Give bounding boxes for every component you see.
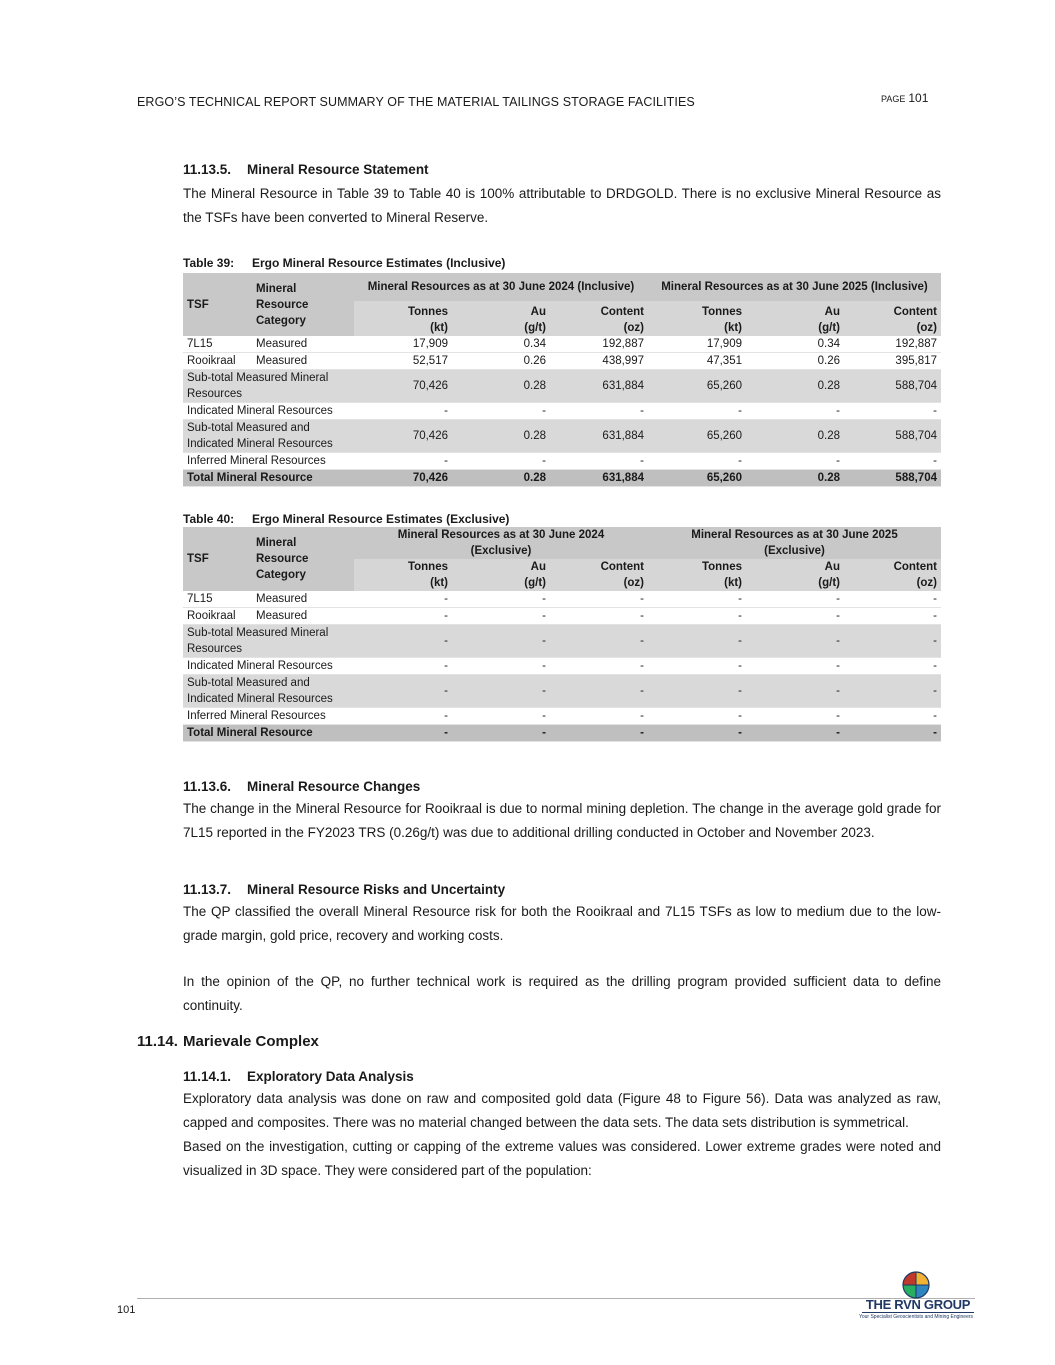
table-cell: - (354, 453, 452, 470)
table-cell: - (452, 608, 550, 625)
logo-tagline: Your Specialist Geoscientists and Mining Engineers (858, 1314, 974, 1320)
table-cell: - (844, 658, 941, 675)
col-header: Content (893, 561, 937, 573)
table-cell: Rooikraal (183, 353, 252, 370)
table-cell: - (648, 403, 746, 420)
col-unit: (g/t) (818, 322, 840, 334)
table-cell: Measured (252, 353, 354, 370)
table-cell: 631,884 (550, 470, 648, 487)
table-cell: - (844, 403, 941, 420)
table-cell: - (844, 625, 941, 658)
table-cell: - (550, 625, 648, 658)
table-cell: - (550, 608, 648, 625)
heading-number: 11.13.5. (183, 162, 232, 177)
rvn-group-logo (855, 1270, 977, 1322)
paragraph: The QP classified the overall Mineral Resource risk for both the Rooikraal and 7L15 TSFs as low to medium due to the low-grade margin, gold price, recovery and working costs. (183, 904, 941, 943)
heading-text: Mineral Resource Changes (247, 779, 421, 794)
table-cell: Inferred Mineral Resources (183, 453, 354, 470)
table-cell: - (550, 591, 648, 608)
table-row (183, 591, 941, 608)
table-cell: - (648, 708, 746, 725)
group-header: Mineral Resources as at 30 June 2024 (Exclusive) (397, 529, 605, 557)
table-cell: 70,426 (354, 470, 452, 487)
group-header: Mineral Resources as at 30 June 2025 (Inclusive) (661, 281, 928, 293)
table-cell: 395,817 (844, 353, 941, 370)
table-row-subtotal (183, 625, 941, 658)
table-cell: Sub-total Measured Mineral Resources (183, 625, 354, 658)
table-cell: - (354, 658, 452, 675)
table-cell: 588,704 (844, 370, 941, 403)
table-row-total (183, 725, 941, 742)
table-cell: Measured (252, 608, 354, 625)
table-cell: - (746, 453, 844, 470)
table-cell: - (354, 725, 452, 742)
col-unit: (oz) (916, 322, 937, 334)
table-caption (183, 512, 941, 526)
table-cell: 70,426 (354, 370, 452, 403)
paragraph: Based on the investigation, cutting or capping of the extreme values was considered. Lower extreme grades were noted and visualized in 3D space. They were considered part of the population: (183, 1139, 941, 1178)
table-row (183, 608, 941, 625)
table-cell: - (648, 591, 746, 608)
heading-text: Mineral Resource Risks and Uncertainty (247, 882, 506, 897)
table-cell: - (844, 608, 941, 625)
table-cell: - (844, 453, 941, 470)
col-header: Content (893, 306, 937, 318)
heading-number: 11.13.7. (183, 882, 232, 897)
table-row (183, 658, 941, 675)
table-cell: 65,260 (648, 370, 746, 403)
section-heading (183, 162, 941, 177)
col-header: Tonnes (701, 306, 742, 318)
section-11-13-5 (183, 162, 941, 230)
table-cell: - (354, 625, 452, 658)
table-row (183, 403, 941, 420)
col-unit: (kt) (430, 322, 448, 334)
table-cell: 17,909 (648, 336, 746, 353)
col-header-tsf: TSF (187, 553, 209, 565)
table-cell: Measured (252, 336, 354, 353)
table-cell: - (844, 591, 941, 608)
table-39-block (183, 256, 941, 487)
table-cell: - (452, 591, 550, 608)
table-cell: - (746, 708, 844, 725)
table-cell: - (746, 625, 844, 658)
table-cell: 52,517 (354, 353, 452, 370)
table-cell: - (452, 675, 550, 708)
table-cell: - (844, 725, 941, 742)
col-unit: (kt) (430, 577, 448, 589)
col-header-category: Mineral Resource Category (256, 537, 309, 581)
table-cell: 438,997 (550, 353, 648, 370)
table-cell: 70,426 (354, 420, 452, 453)
col-unit: (kt) (724, 577, 742, 589)
table-cell: Measured (252, 591, 354, 608)
footer-divider (137, 1298, 975, 1299)
col-header: Tonnes (701, 561, 742, 573)
heading-number: 11.13.6. (183, 779, 232, 794)
section-11-13-6 (183, 779, 941, 845)
col-unit: (oz) (623, 322, 644, 334)
paragraph: In the opinion of the QP, no further technical work is required as the drilling program provided sufficient data to define continuity. (183, 974, 941, 1013)
col-header: Tonnes (407, 306, 448, 318)
table-caption (183, 256, 941, 270)
table-cell: 0.34 (452, 336, 550, 353)
col-header: Tonnes (407, 561, 448, 573)
col-unit: (kt) (724, 322, 742, 334)
table-cell: 631,884 (550, 420, 648, 453)
table-cell: 192,887 (844, 336, 941, 353)
table-cell: - (354, 591, 452, 608)
table-cell: - (452, 658, 550, 675)
table-cell: 631,884 (550, 370, 648, 403)
table-cell: - (452, 403, 550, 420)
table-40-block (183, 512, 941, 742)
table-row-subtotal (183, 420, 941, 453)
table-cell: 47,351 (648, 353, 746, 370)
paragraph: Exploratory data analysis was done on raw and composited gold data (Figure 48 to Figure 56). Data was analyzed as raw, capped and composites. There was no material changed between the data sets. The data sets distribution is symmetrical. (183, 1091, 941, 1130)
paragraph: The change in the Mineral Resource for Rooikraal is due to normal mining depletion. The change in the average gold grade for 7L15 reported in the FY2023 TRS (0.26g/t) was due to additional drilling conducted in October and November 2023. (183, 801, 941, 840)
section-11-14-1 (183, 1069, 941, 1183)
section-heading (183, 779, 941, 794)
col-unit: (g/t) (524, 322, 546, 334)
heading-text: Exploratory Data Analysis (247, 1069, 414, 1084)
table-cell: 192,887 (550, 336, 648, 353)
table-cell: - (648, 675, 746, 708)
table-cell: - (354, 608, 452, 625)
table-cell: - (648, 608, 746, 625)
table-row (183, 336, 941, 353)
col-unit: (oz) (916, 577, 937, 589)
table-cell: - (746, 658, 844, 675)
section-heading (183, 1069, 941, 1084)
table-cell: Indicated Mineral Resources (183, 403, 354, 420)
table-cell: - (550, 725, 648, 742)
table-cell: - (844, 675, 941, 708)
table-cell: - (550, 658, 648, 675)
table-cell: 0.34 (746, 336, 844, 353)
heading-number: 11.14.1. (183, 1069, 232, 1084)
col-header: Content (600, 561, 644, 573)
col-header: Au (824, 561, 840, 573)
table-cell: 0.26 (452, 353, 550, 370)
table-row (183, 708, 941, 725)
table-cell: Total Mineral Resource (183, 470, 354, 487)
table-cell: - (648, 453, 746, 470)
table-cell: Sub-total Measured and Indicated Mineral Resources (183, 420, 354, 453)
table-cell: - (452, 625, 550, 658)
table-cell: 0.28 (746, 470, 844, 487)
table-cell: - (746, 725, 844, 742)
heading-number: Table 39: (183, 256, 235, 270)
col-header-tsf: TSF (187, 298, 209, 311)
table-cell: 65,260 (648, 420, 746, 453)
heading-text: Ergo Mineral Resource Estimates (Exclusive) (252, 512, 510, 526)
table-cell: - (452, 725, 550, 742)
paragraph: The Mineral Resource in Table 39 to Table 40 is 100% attributable to DRDGOLD. There is no exclusive Mineral Resource as the TSFs have been converted to Mineral Reserve. (183, 186, 941, 225)
table-row (183, 453, 941, 470)
table-cell: Sub-total Measured and Indicated Mineral Resources (183, 675, 354, 708)
table-cell: 0.28 (452, 420, 550, 453)
table-cell: - (648, 658, 746, 675)
table-row-subtotal (183, 675, 941, 708)
table-cell: 7L15 (183, 336, 252, 353)
section-11-13-7 (183, 882, 941, 1018)
table-cell: 0.28 (746, 370, 844, 403)
heading-text: Mineral Resource Statement (247, 162, 429, 177)
table-cell: - (550, 708, 648, 725)
table-cell: - (648, 625, 746, 658)
page-number: 101 (908, 91, 929, 105)
page-label: PAGE (881, 94, 906, 104)
col-header-category: Mineral Resource Category (256, 282, 309, 327)
table-cell: Inferred Mineral Resources (183, 708, 354, 725)
table-cell: - (452, 708, 550, 725)
table-cell: - (550, 403, 648, 420)
table-cell: - (452, 453, 550, 470)
table-cell: 588,704 (844, 470, 941, 487)
table-cell: - (746, 591, 844, 608)
heading-text: Ergo Mineral Resource Estimates (Inclusive) (252, 256, 506, 270)
table-row (183, 353, 941, 370)
group-header: Mineral Resources as at 30 June 2024 (Inclusive) (367, 281, 635, 293)
footer-page-number: 101 (117, 1304, 136, 1316)
table-cell: - (354, 403, 452, 420)
table-40 (183, 527, 941, 742)
table-cell: - (844, 708, 941, 725)
heading-number: Table 40: (183, 512, 235, 526)
table-39 (183, 273, 941, 487)
table-cell: - (746, 403, 844, 420)
table-cell: - (550, 453, 648, 470)
table-cell: - (746, 608, 844, 625)
table-cell: 17,909 (354, 336, 452, 353)
table-row-subtotal (183, 370, 941, 403)
col-header: Au (530, 561, 546, 573)
table-cell: 65,260 (648, 470, 746, 487)
table-cell: - (648, 725, 746, 742)
table-row-total (183, 470, 941, 487)
heading-number: 11.14. (137, 1033, 178, 1050)
running-header-page (881, 91, 928, 105)
col-unit: (oz) (623, 577, 644, 589)
table-cell: Rooikraal (183, 608, 252, 625)
group-header: Mineral Resources as at 30 June 2025 (Exclusive) (691, 529, 898, 557)
table-cell: 588,704 (844, 420, 941, 453)
table-cell: 0.26 (746, 353, 844, 370)
table-cell: Sub-total Measured Mineral Resources (183, 370, 354, 403)
table-cell: - (354, 708, 452, 725)
table-cell: - (746, 675, 844, 708)
logo-wordmark: THE RVN GROUP (862, 1298, 974, 1313)
table-cell: - (550, 675, 648, 708)
col-unit: (g/t) (818, 577, 840, 589)
table-cell: - (354, 675, 452, 708)
col-header: Au (824, 306, 840, 318)
table-cell: 0.28 (452, 370, 550, 403)
col-header: Content (600, 306, 644, 318)
running-header-title: ERGO’S TECHNICAL REPORT SUMMARY OF THE MATERIAL TAILINGS STORAGE FACILITIES (137, 95, 695, 109)
col-header: Au (530, 306, 546, 318)
table-cell: 0.28 (452, 470, 550, 487)
table-cell: Total Mineral Resource (183, 725, 354, 742)
table-cell: 7L15 (183, 591, 252, 608)
section-heading (183, 882, 941, 897)
section-heading-11-14 (137, 1033, 319, 1050)
table-cell: 0.28 (746, 420, 844, 453)
heading-text: Marievale Complex (183, 1033, 319, 1050)
col-unit: (g/t) (524, 577, 546, 589)
table-cell: Indicated Mineral Resources (183, 658, 354, 675)
